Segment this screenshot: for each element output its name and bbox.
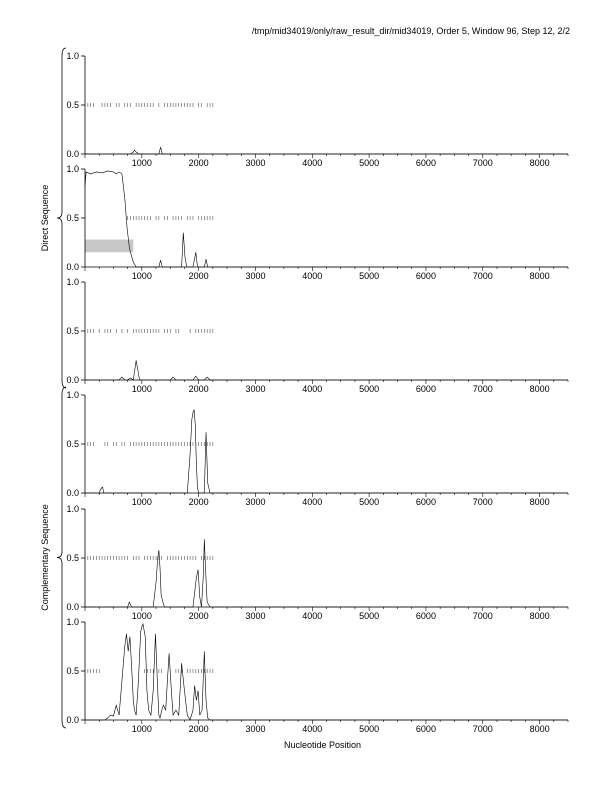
x-axis-label: Nucleotide Position <box>284 740 362 750</box>
x-tick-label: 5000 <box>359 724 380 734</box>
series-line <box>85 147 568 154</box>
group-label: Direct Sequence <box>40 184 50 252</box>
y-tick-label: 0.0 <box>66 375 79 385</box>
y-tick-label: 0.0 <box>66 149 79 159</box>
x-tick-label: 5000 <box>359 611 380 621</box>
x-tick-label: 3000 <box>245 611 266 621</box>
series-line <box>85 624 568 720</box>
y-tick-label: 0.5 <box>66 326 79 336</box>
x-tick-label: 5000 <box>359 497 380 507</box>
y-tick-label: 1.0 <box>66 164 79 174</box>
group-brace <box>57 48 66 388</box>
x-tick-label: 4000 <box>302 724 323 734</box>
series-line <box>85 410 568 493</box>
x-tick-label: 6000 <box>415 497 436 507</box>
x-tick-label: 3000 <box>245 158 266 168</box>
y-tick-label: 0.0 <box>66 602 79 612</box>
x-tick-label: 5000 <box>359 384 380 394</box>
x-tick-label: 1000 <box>131 384 152 394</box>
x-tick-label: 8000 <box>529 724 550 734</box>
x-tick-label: 6000 <box>415 384 436 394</box>
x-tick-label: 1000 <box>131 271 152 281</box>
x-tick-label: 1000 <box>131 724 152 734</box>
x-tick-label: 6000 <box>415 611 436 621</box>
x-tick-label: 3000 <box>245 724 266 734</box>
highlight-region <box>85 240 133 253</box>
y-tick-label: 0.5 <box>66 100 79 110</box>
y-tick-label: 0.5 <box>66 439 79 449</box>
x-tick-label: 4000 <box>302 271 323 281</box>
x-tick-label: 2000 <box>188 497 209 507</box>
x-tick-label: 4000 <box>302 158 323 168</box>
series-line <box>85 360 568 380</box>
y-tick-label: 1.0 <box>66 51 79 61</box>
x-tick-label: 7000 <box>472 158 493 168</box>
y-tick-label: 1.0 <box>66 277 79 287</box>
y-tick-label: 1.0 <box>66 390 79 400</box>
x-tick-label: 8000 <box>529 611 550 621</box>
x-tick-label: 4000 <box>302 611 323 621</box>
x-tick-label: 7000 <box>472 497 493 507</box>
y-tick-label: 1.0 <box>66 617 79 627</box>
x-tick-label: 4000 <box>302 497 323 507</box>
x-tick-label: 5000 <box>359 158 380 168</box>
x-tick-label: 1000 <box>131 158 152 168</box>
x-tick-label: 6000 <box>415 158 436 168</box>
y-tick-label: 0.0 <box>66 488 79 498</box>
x-tick-label: 3000 <box>245 271 266 281</box>
x-tick-label: 8000 <box>529 497 550 507</box>
x-tick-label: 8000 <box>529 158 550 168</box>
x-tick-label: 3000 <box>245 497 266 507</box>
group-label: Complementary Sequence <box>40 504 50 611</box>
y-tick-label: 0.5 <box>66 553 79 563</box>
x-tick-label: 7000 <box>472 611 493 621</box>
x-tick-label: 2000 <box>188 611 209 621</box>
y-tick-label: 0.5 <box>66 213 79 223</box>
x-tick-label: 2000 <box>188 724 209 734</box>
y-tick-label: 0.0 <box>66 715 79 725</box>
series-line <box>85 171 568 267</box>
x-tick-label: 6000 <box>415 724 436 734</box>
x-tick-label: 1000 <box>131 497 152 507</box>
x-tick-label: 1000 <box>131 611 152 621</box>
x-tick-label: 4000 <box>302 384 323 394</box>
x-tick-label: 2000 <box>188 271 209 281</box>
x-tick-label: 2000 <box>188 158 209 168</box>
x-tick-label: 7000 <box>472 271 493 281</box>
group-brace <box>57 387 66 728</box>
series-line <box>85 539 568 607</box>
x-tick-label: 5000 <box>359 271 380 281</box>
x-tick-label: 8000 <box>529 271 550 281</box>
x-tick-label: 3000 <box>245 384 266 394</box>
x-tick-label: 6000 <box>415 271 436 281</box>
y-tick-label: 0.5 <box>66 666 79 676</box>
y-tick-label: 0.0 <box>66 262 79 272</box>
y-tick-label: 1.0 <box>66 504 79 514</box>
x-tick-label: 7000 <box>472 384 493 394</box>
x-tick-label: 7000 <box>472 724 493 734</box>
page-title: /tmp/mid34019/only/raw_result_dir/mid34019, Order 5, Window 96, Step 12, 2/2 <box>251 26 570 36</box>
x-tick-label: 2000 <box>188 384 209 394</box>
x-tick-label: 8000 <box>529 384 550 394</box>
